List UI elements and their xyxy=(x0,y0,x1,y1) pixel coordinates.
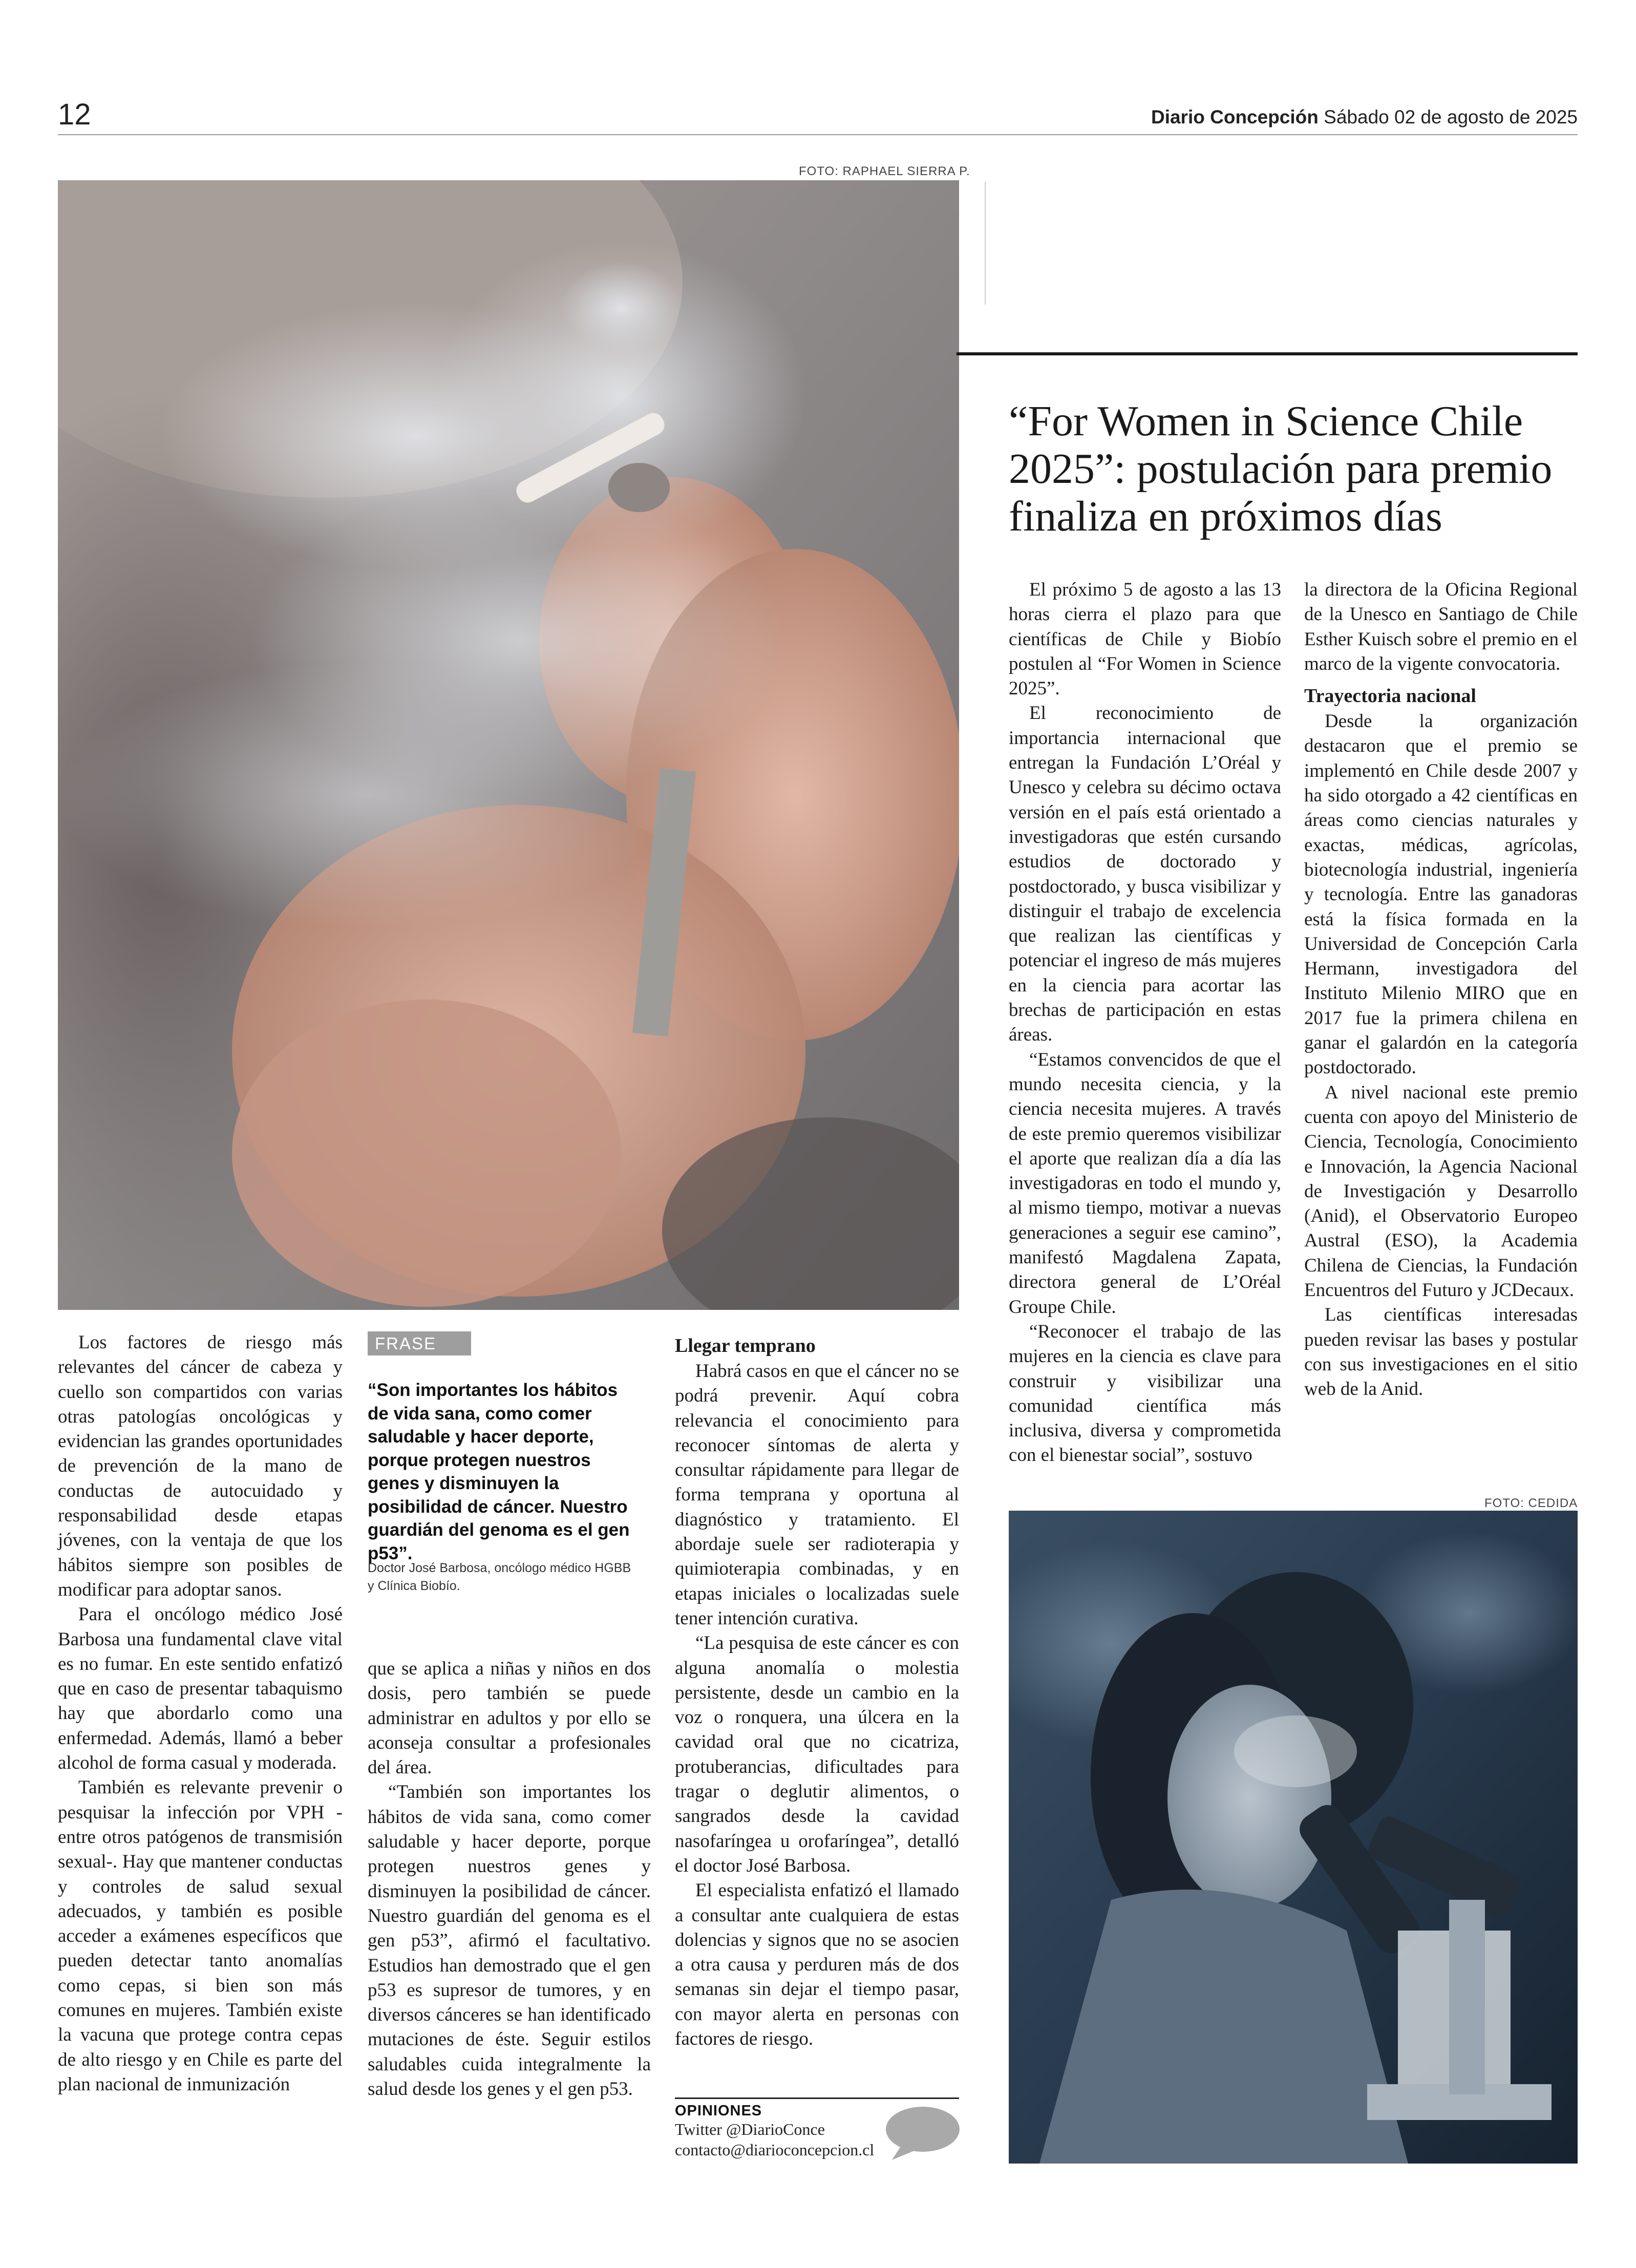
paragraph: El reconocimiento de importancia internacional que entregan la Fundación L’Oréal y Unesco y celebra su décimo octava versión en el país está orientado a investigadoras que estén cursando estudios de doctorado y postdoctorado, y busca visibilizar y distinguir el trabajo de excelencia que realizan las científicas y potenciar el ingreso de más mujeres en la ciencia para acortar las brechas de participación en estas áreas. xyxy=(1009,703,1281,1046)
cancer-article-col1 xyxy=(58,1330,343,2097)
newspaper-name: Diario Concepción xyxy=(1151,107,1319,128)
issue-date: Sábado 02 de agosto de 2025 xyxy=(1324,107,1578,128)
speech-bubble-icon xyxy=(881,2103,963,2164)
main-photo-credit: FOTO: RAPHAEL SIERRA P. xyxy=(799,164,970,178)
header-rule xyxy=(58,134,1578,135)
opiniones-rule xyxy=(675,2097,959,2099)
opiniones-twitter[interactable]: Twitter @DiarioConce xyxy=(675,2120,825,2138)
subheading-llegar-temprano: Llegar temprano xyxy=(675,1335,816,1356)
paragraph: Las científicas interesadas pueden revisar las bases y postular con sus investigaciones en el sitio web de la Anid. xyxy=(1304,1304,1578,1400)
paragraph: Para el oncólogo médico José Barbosa una fundamental clave vital es no fumar. En este sentido enfatizó que en caso de presentar tabaquismo hay que abordarlo como una enfermedad. Además, llamó a beber alcohol de forma casual y moderada. xyxy=(58,1604,343,1774)
subheading-trayectoria-nacional: Trayectoria nacional xyxy=(1304,685,1476,707)
paragraph: Desde la organización destacaron que el premio se implementó en Chile desde 2007 y ha sido otorgado a 42 científicas en áreas como ciencias naturales y exactas, médicas, agrícolas, biotecnología industrial, ingeniería y tecnología. Entre las ganadoras está la física formada en la Universidad de Concepción Carla Hermann, investigadora del Instituto Milenio MIRO que en 2017 fue la primera chilena en ganar el galardón en la categoría postdoctorado. xyxy=(1304,711,1578,1078)
paragraph: que se aplica a niñas y niños en dos dosis, pero también se puede administrar en adultos y por ello se aconseja consultar a profesionales del área. xyxy=(368,1658,651,1778)
smoking-photo xyxy=(58,180,959,1310)
paragraph: la directora de la Oficina Regional de la Unesco en Santiago de Chile Esther Kuisch sobre el premio en el marco de la vigente convocatoria. xyxy=(1304,579,1578,674)
paragraph: El especialista enfatizó el llamado a consultar ante cualquiera de estas dolencias y signos que no se asocien a otra causa y perduren más de dos semanas sin dejar el tiempo pasar, con mayor alerta en personas con factores de riesgo. xyxy=(675,1880,959,2050)
paragraph: “También son importantes los hábitos de vida sana, como comer saludable y hacer deporte, porque protegen nuestros genes y disminuyen la posibilidad de cáncer. Nuestro guardián del genoma es el gen p53”, afirmó el facultativo. Estudios han demostrado que el gen p53 es supresor de tumores, y en diversos cánceres se han identificado mutaciones de éste. Seguir estilos saludables cuida integralmente la salud desde los genes y el gen p53. xyxy=(368,1782,651,2100)
pull-quote-attribution: Doctor José Barbosa, oncólogo médico HGBB y Clínica Biobío. xyxy=(368,1561,631,1593)
paragraph: “La pesquisa de este cáncer es con alguna anomalía o molestia persistente, desde un cambio en la voz o ronquera, una úlcera en la cavidad oral que no cicatriza, protuberancias, dificultades para tragar o deglutir alimentos, o sangrados desde la cavidad nasofaríngea u orofaríngea”, detalló el doctor José Barbosa. xyxy=(675,1633,959,1876)
cancer-article-col3 xyxy=(675,1330,959,2051)
page-number: 12 xyxy=(58,98,91,131)
headline: “For Women in Science Chile 2025”: postulación para premio finaliza en próximos días xyxy=(1009,397,1553,540)
paragraph: Habrá casos en que el cáncer no se podrá prevenir. Aquí cobra relevancia el conocimiento para reconocer síntomas de alerta y consultar rápidamente para llegar de forma temprana y oportuna al diagnóstico y tratamiento. El abordaje suele ser radioterapia y quimioterapia combinadas, y en etapas iniciales o localizadas suele tener intención curativa. xyxy=(675,1361,959,1629)
scientist-microscope-photo xyxy=(1009,1511,1578,2164)
paragraph: A nivel nacional este premio cuenta con apoyo del Ministerio de Ciencia, Tecnología, Conocimiento e Innovación, la Agencia Nacional de Investigación y Desarrollo (Anid), el Observatorio Europeo Austral (ESO), la Academia Chilena de Ciencias, la Fundación Encuentros del Futuro y JCDecaux. xyxy=(1304,1082,1578,1301)
paragraph: Los factores de riesgo más relevantes del cáncer de cabeza y cuello son compartidos con varias otras patologías oncológicas y evidencian las grandes oportunidades de prevención de la mano de conductas de autocuidado y responsabilidad desde etapas jóvenes, con la ventaja de que los hábitos siempre son posibles de modificar para adoptar sanos. xyxy=(58,1332,343,1600)
masthead xyxy=(1151,107,1578,128)
cancer-article-col2 xyxy=(368,1657,651,2102)
column-divider xyxy=(985,182,986,305)
paragraph: También es relevante prevenir o pesquisar la infección por VPH -entre otros patógenos de transmisión sexual-. Hay que mantener conductas y controles de salud sexual adecuados, y también es posible acceder a exámenes específicos que pueden detectar tanto anomalías como cepas, si bien son más comunes en mujeres. También existe la vacuna que protege contra cepas de alto riesgo y en Chile es parte del plan nacional de inmunización xyxy=(58,1777,343,2095)
frase-tag: FRASE xyxy=(368,1331,471,1355)
headline-rule xyxy=(957,352,1578,355)
science-article-col1 xyxy=(1009,578,1281,1468)
opiniones-title: OPINIONES xyxy=(675,2103,762,2119)
paragraph: El próximo 5 de agosto a las 13 horas cierra el plazo para que científicas de Chile y Biobío postulen al “For Women in Science 2025”. xyxy=(1009,579,1281,700)
pull-quote: “Son importantes los hábitos de vida sana, como comer saludable y hacer deporte, porque protegen nuestros genes y disminuyen la posibilidad de cáncer. Nuestro guardián del genoma es el gen p53”. xyxy=(368,1380,630,1563)
opiniones-email[interactable]: contacto@diarioconcepcion.cl xyxy=(675,2140,875,2159)
paragraph: “Reconocer el trabajo de las mujeres en la ciencia es clave para construir y visibilizar una comunidad científica más inclusiva, diversa y comprometida con el bienestar social”, sostuvo xyxy=(1009,1321,1281,1466)
science-article-col2 xyxy=(1304,578,1578,1402)
scientist-photo-credit: FOTO: CEDIDA xyxy=(1484,1496,1578,1510)
paragraph: “Estamos convencidos de que el mundo necesita ciencia, y la ciencia necesita mujeres. A través de este premio queremos visibilizar el aporte que realizan día a día las investigadoras en todo el mundo y, al mismo tiempo, motivar a nuevas generaciones a seguir ese camino”, manifestó Magdalena Zapata, directora general de L’Oréal Groupe Chile. xyxy=(1009,1049,1281,1318)
